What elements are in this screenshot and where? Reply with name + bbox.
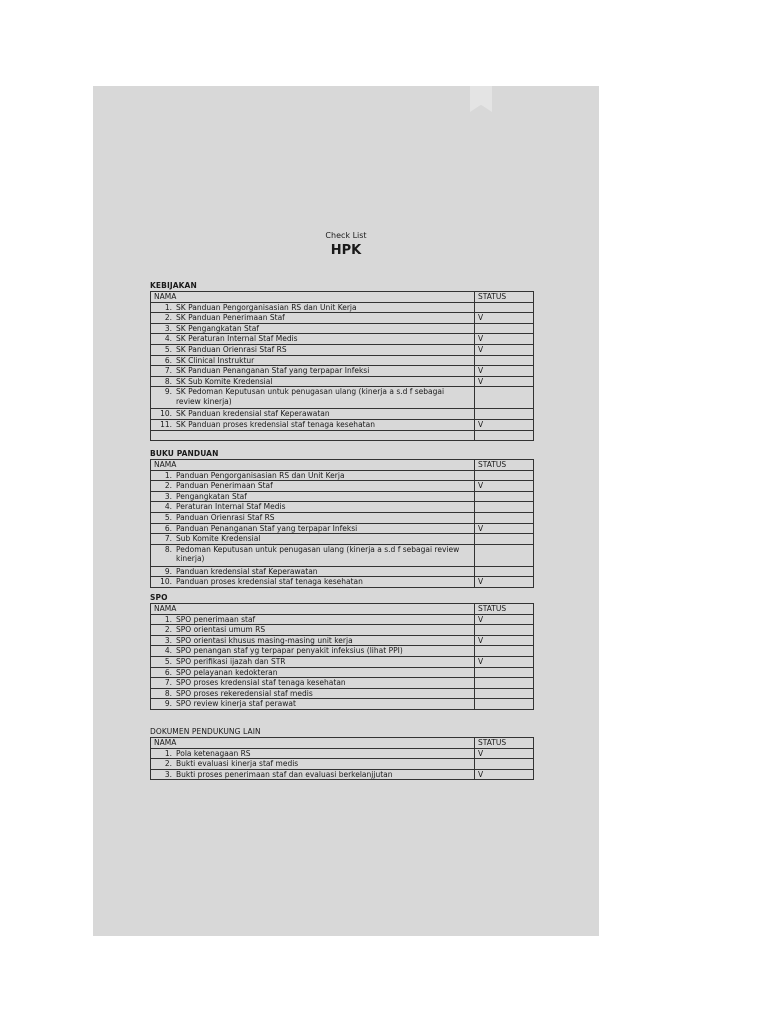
item-status: V xyxy=(475,769,534,780)
item-status: V xyxy=(475,614,534,625)
item-status: V xyxy=(475,635,534,646)
section-dokumen-pendukung xyxy=(150,727,534,780)
section-kebijakan xyxy=(150,281,534,441)
column-header-status: STATUS xyxy=(475,292,534,303)
column-header-nama: NAMA xyxy=(151,604,475,615)
item-number: 2. xyxy=(164,625,172,635)
item-name-cell xyxy=(151,688,475,699)
item-text: SK Panduan Pengorganisasian RS dan Unit Kerja xyxy=(176,302,357,312)
item-number: 9. xyxy=(164,387,172,397)
table-row xyxy=(151,470,534,481)
table-row xyxy=(151,366,534,377)
item-text: SPO penangan staf yg terpapar penyakit infeksius (lihat PPI) xyxy=(176,646,403,656)
item-status xyxy=(475,512,534,523)
item-name-cell xyxy=(151,302,475,313)
item-status xyxy=(475,544,534,566)
item-name-cell xyxy=(151,344,475,355)
table-row xyxy=(151,344,534,355)
item-text: SK Peraturan Internal Staf Medis xyxy=(176,334,298,344)
item-number: 4. xyxy=(164,646,172,656)
item-status: V xyxy=(475,577,534,588)
item-status: V xyxy=(475,656,534,667)
item-name-cell xyxy=(151,523,475,534)
section-heading: KEBIJAKAN xyxy=(150,281,197,290)
table-row xyxy=(151,667,534,678)
item-status xyxy=(475,699,534,710)
item-status xyxy=(475,302,534,313)
column-header-nama: NAMA xyxy=(151,738,475,749)
item-text: Peraturan Internal Staf Medis xyxy=(176,502,286,512)
table-row xyxy=(151,678,534,689)
checklist-table xyxy=(150,459,534,588)
item-number: 10. xyxy=(160,577,172,587)
item-text: Panduan Penanganan Staf yang terpapar Infeksi xyxy=(176,523,358,533)
table-row xyxy=(151,534,534,545)
checklist-table xyxy=(150,737,534,780)
item-name-cell xyxy=(151,323,475,334)
table-row xyxy=(151,656,534,667)
document-title: HPK xyxy=(330,243,362,258)
item-number: 2. xyxy=(164,481,172,491)
item-text: SK Panduan Penanganan Staf yang terpapar Infeksi xyxy=(176,366,370,376)
item-status xyxy=(475,387,534,409)
item-name-cell xyxy=(151,313,475,324)
item-number: 5. xyxy=(164,512,172,522)
table-row xyxy=(151,699,534,710)
table-row xyxy=(151,481,534,492)
item-status xyxy=(475,678,534,689)
item-status: V xyxy=(475,376,534,387)
checklist-table xyxy=(150,603,534,710)
item-status xyxy=(475,625,534,636)
table-row xyxy=(151,688,534,699)
item-number: 1. xyxy=(164,470,172,480)
item-text: SPO review kinerja staf perawat xyxy=(176,699,296,709)
item-name-cell xyxy=(151,678,475,689)
item-text: SPO penerimaan staf xyxy=(176,614,256,624)
table-row xyxy=(151,313,534,324)
item-number: 7. xyxy=(164,678,172,688)
item-text: Sub Komite Kredensial xyxy=(176,534,261,544)
item-name-cell xyxy=(151,470,475,481)
item-name-cell xyxy=(151,699,475,710)
item-name-cell xyxy=(151,387,475,409)
item-number: 6. xyxy=(164,667,172,677)
item-status: V xyxy=(475,366,534,377)
item-number: 8. xyxy=(164,544,172,554)
item-number: 5. xyxy=(164,656,172,666)
item-number: 3. xyxy=(164,769,172,779)
item-number: 9. xyxy=(164,699,172,709)
section-heading: DOKUMEN PENDUKUNG LAIN xyxy=(150,727,261,736)
item-name-cell xyxy=(151,748,475,759)
item-number: 3. xyxy=(164,491,172,501)
table-header-row xyxy=(151,738,534,749)
item-status: V xyxy=(475,344,534,355)
item-name-cell xyxy=(151,512,475,523)
item-name-cell xyxy=(151,614,475,625)
item-name-cell xyxy=(151,577,475,588)
item-text: Pedoman Keputusan untuk penugasan ulang (kinerja a s.d f sebagai review kinerja) xyxy=(176,544,460,564)
table-header-row xyxy=(151,292,534,303)
item-number: 4. xyxy=(164,502,172,512)
table-row xyxy=(151,769,534,780)
item-number: 9. xyxy=(164,566,172,576)
item-name-cell xyxy=(151,656,475,667)
item-status xyxy=(475,409,534,420)
table-row xyxy=(151,512,534,523)
item-name-cell xyxy=(151,667,475,678)
item-name-cell xyxy=(151,376,475,387)
item-name-cell xyxy=(151,566,475,577)
item-text: Panduan kredensial staf Keperawatan xyxy=(176,566,318,576)
item-status xyxy=(475,646,534,657)
item-text: SK Pedoman Keputusan untuk penugasan ulang (kinerja a s.d f sebagai review kinerja) xyxy=(176,387,445,406)
table-row xyxy=(151,759,534,770)
section-spo xyxy=(150,593,534,710)
item-status xyxy=(475,355,534,366)
table-row xyxy=(151,302,534,313)
checklist-table xyxy=(150,291,534,441)
item-status xyxy=(475,759,534,770)
table-row xyxy=(151,502,534,513)
item-name-cell xyxy=(151,534,475,545)
item-status xyxy=(475,470,534,481)
column-header-status: STATUS xyxy=(475,460,534,471)
item-number: 11. xyxy=(160,419,172,429)
item-number: 6. xyxy=(164,523,172,533)
item-text: SK Panduan proses kredensial staf tenaga kesehatan xyxy=(176,419,375,429)
item-name-cell xyxy=(151,544,475,566)
item-text: SK Panduan Orienrasi Staf RS xyxy=(176,344,287,354)
table-row xyxy=(151,334,534,345)
table-row xyxy=(151,409,534,420)
table-row xyxy=(151,355,534,366)
blank-row xyxy=(151,430,534,441)
table-row xyxy=(151,635,534,646)
item-text: Panduan Penerimaan Staf xyxy=(176,481,273,491)
item-status xyxy=(475,323,534,334)
item-status xyxy=(475,566,534,577)
item-name-cell xyxy=(151,769,475,780)
item-text: Bukti proses penerimaan staf dan evaluasi berkelanjjutan xyxy=(176,769,393,779)
item-name-cell xyxy=(151,646,475,657)
item-number: 1. xyxy=(164,302,172,312)
item-text: SK Panduan Penerimaan Staf xyxy=(176,313,285,323)
blank-cell xyxy=(475,430,534,441)
table-row xyxy=(151,323,534,334)
item-name-cell xyxy=(151,334,475,345)
item-status xyxy=(475,502,534,513)
item-text: SPO proses rekeredensial staf medis xyxy=(176,688,313,698)
table-row xyxy=(151,523,534,534)
item-text: SK Sub Komite Kredensial xyxy=(176,376,273,386)
item-number: 10. xyxy=(160,409,172,419)
item-text: Bukti evaluasi kinerja staf medis xyxy=(176,759,299,769)
item-status: V xyxy=(475,419,534,430)
item-name-cell xyxy=(151,481,475,492)
column-header-status: STATUS xyxy=(475,604,534,615)
table-row xyxy=(151,566,534,577)
table-header-row xyxy=(151,604,534,615)
item-number: 2. xyxy=(164,313,172,323)
item-status xyxy=(475,491,534,502)
item-text: SPO perifikasi ijazah dan STR xyxy=(176,656,286,666)
item-name-cell xyxy=(151,409,475,420)
table-row xyxy=(151,748,534,759)
item-name-cell xyxy=(151,366,475,377)
column-header-nama: NAMA xyxy=(151,460,475,471)
item-text: Pola ketenagaan RS xyxy=(176,748,251,758)
item-text: SK Panduan kredensial staf Keperawatan xyxy=(176,409,330,419)
column-header-nama: NAMA xyxy=(151,292,475,303)
item-text: Panduan proses kredensial staf tenaga kesehatan xyxy=(176,577,363,587)
item-status xyxy=(475,534,534,545)
table-row xyxy=(151,544,534,566)
table-row xyxy=(151,419,534,430)
table-header-row xyxy=(151,460,534,471)
item-number: 2. xyxy=(164,759,172,769)
blank-cell xyxy=(151,430,475,441)
item-text: Pengangkatan Staf xyxy=(176,491,247,501)
section-heading: SPO xyxy=(150,593,168,602)
section-heading: BUKU PANDUAN xyxy=(150,449,219,458)
item-number: 5. xyxy=(164,344,172,354)
table-row xyxy=(151,646,534,657)
item-name-cell xyxy=(151,502,475,513)
table-row xyxy=(151,376,534,387)
item-status xyxy=(475,667,534,678)
item-name-cell xyxy=(151,355,475,366)
item-number: 1. xyxy=(164,748,172,758)
item-number: 8. xyxy=(164,688,172,698)
item-name-cell xyxy=(151,491,475,502)
item-number: 7. xyxy=(164,534,172,544)
item-number: 8. xyxy=(164,376,172,386)
item-text: SPO proses kredensial staf tenaga kesehatan xyxy=(176,678,346,688)
item-text: SK Clinical Instruktur xyxy=(176,355,255,365)
item-text: Panduan Pengorganisasian RS dan Unit Kerja xyxy=(176,470,345,480)
item-status: V xyxy=(475,313,534,324)
item-name-cell xyxy=(151,759,475,770)
item-status: V xyxy=(475,481,534,492)
table-row xyxy=(151,614,534,625)
item-status xyxy=(475,688,534,699)
table-row xyxy=(151,577,534,588)
item-name-cell xyxy=(151,419,475,430)
table-row xyxy=(151,491,534,502)
item-number: 3. xyxy=(164,323,172,333)
item-text: SPO orientasi umum RS xyxy=(176,625,266,635)
item-number: 3. xyxy=(164,635,172,645)
table-row xyxy=(151,387,534,409)
item-name-cell xyxy=(151,625,475,636)
item-number: 1. xyxy=(164,614,172,624)
item-text: SPO pelayanan kedokteran xyxy=(176,667,278,677)
item-status: V xyxy=(475,334,534,345)
item-text: SPO orientasi khusus masing-masing unit kerja xyxy=(176,635,353,645)
document-subtitle: Check List xyxy=(325,231,367,240)
table-row xyxy=(151,625,534,636)
item-status: V xyxy=(475,523,534,534)
item-text: SK Pengangkatan Staf xyxy=(176,323,259,333)
item-number: 7. xyxy=(164,366,172,376)
item-number: 4. xyxy=(164,334,172,344)
section-buku-panduan xyxy=(150,449,534,588)
item-number: 6. xyxy=(164,355,172,365)
item-name-cell xyxy=(151,635,475,646)
column-header-status: STATUS xyxy=(475,738,534,749)
item-status: V xyxy=(475,748,534,759)
item-text: Panduan Orienrasi Staf RS xyxy=(176,512,275,522)
